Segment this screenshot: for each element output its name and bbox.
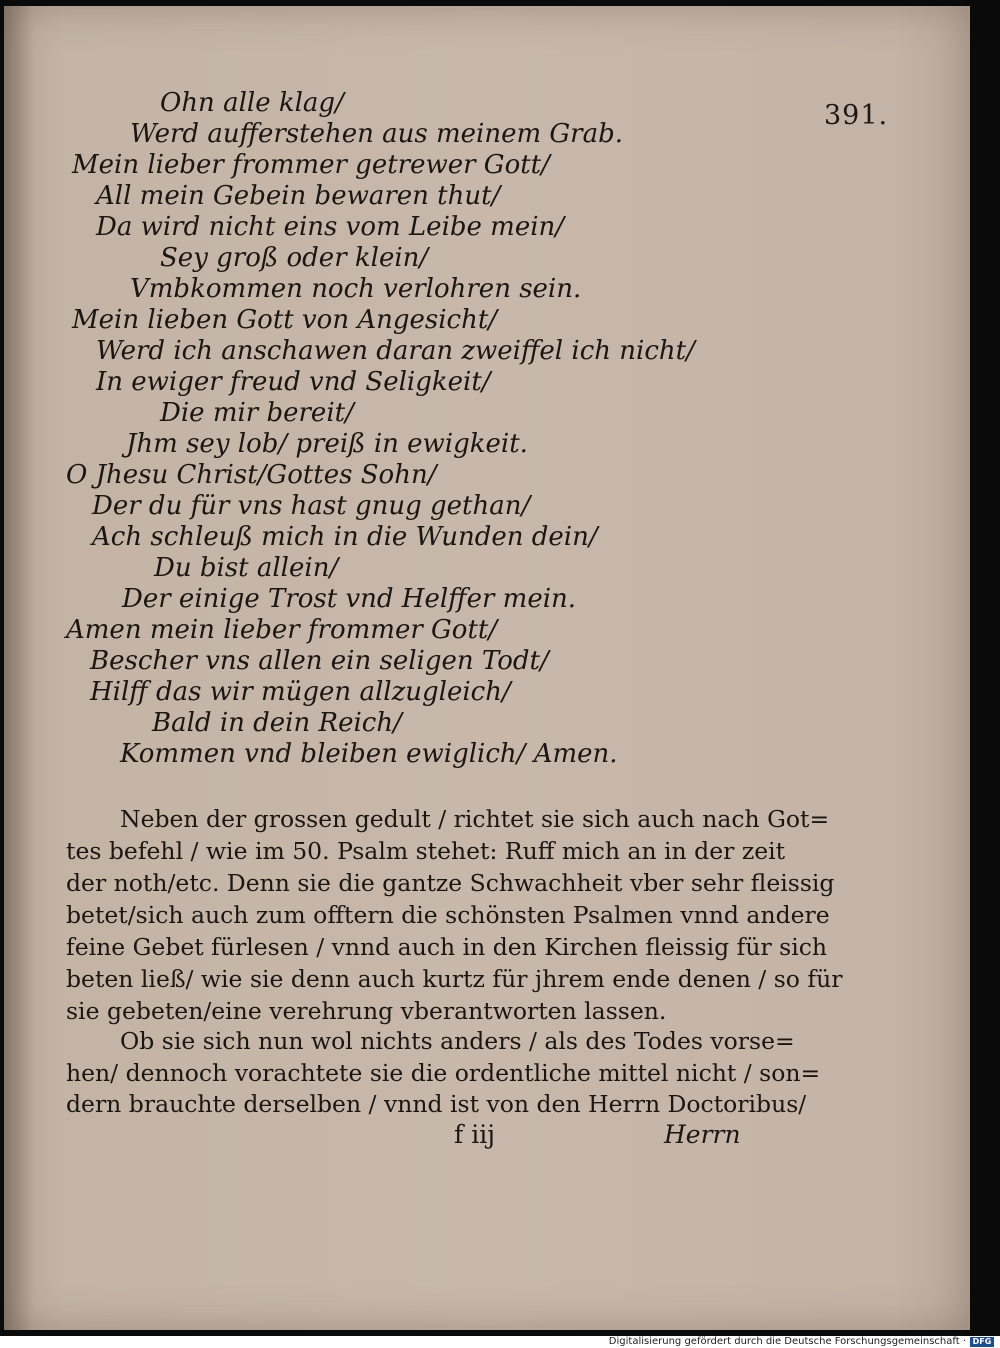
verse-line: Die mir bereit/ xyxy=(160,398,354,428)
verse-line: Werd ich anschawen daran zweiffel ich nicht/ xyxy=(96,336,695,366)
signature-mark: f iij xyxy=(454,1120,495,1149)
verse-line: Da wird nicht eins vom Leibe mein/ xyxy=(96,212,565,242)
verse-line: Kommen vnd bleiben ewiglich/ Amen. xyxy=(120,739,618,769)
verse-line: Amen mein lieber frommer Gott/ xyxy=(66,615,498,645)
verse-line: Ohn alle klag/ xyxy=(160,88,344,118)
verse-line: Ach schleuß mich in die Wunden dein/ xyxy=(92,522,598,552)
credit-text: Digitalisierung gefördert durch die Deutsche Forschungsgemeinschaft · xyxy=(608,1336,966,1347)
dfg-logo-icon: DFG xyxy=(970,1337,994,1347)
prose-line: Neben der grossen gedult / richtet sie sich auch nach Got= xyxy=(120,805,830,833)
verse-line: Mein lieben Gott von Angesicht/ xyxy=(72,305,498,335)
prose-line: hen/ dennoch vorachtete sie die ordentliche mittel nicht / son= xyxy=(66,1059,821,1087)
verse-line: Der du für vns hast gnug gethan/ xyxy=(92,491,531,521)
gutter-shadow xyxy=(4,6,34,1330)
prose-line: Ob sie sich nun wol nichts anders / als des Todes vorse= xyxy=(120,1027,795,1055)
prose-line: feine Gebet fürlesen / vnnd auch in den Kirchen fleissig für sich xyxy=(66,933,828,961)
verse-line: Sey groß oder klein/ xyxy=(160,243,429,273)
verse-line: Du bist allein/ xyxy=(154,553,339,583)
prose-line: der noth/etc. Denn sie die gantze Schwachheit vber sehr fleissig xyxy=(66,869,835,897)
verse-line: Jhm sey lob/ preiß in ewigkeit. xyxy=(126,429,528,459)
verse-line: Werd aufferstehen aus meinem Grab. xyxy=(130,119,623,149)
prose-line: beten ließ/ wie sie denn auch kurtz für jhrem ende denen / so für xyxy=(66,965,843,993)
prose-line: sie gebeten/eine verehrung vberantworten lassen. xyxy=(66,997,667,1025)
verse-line: Der einige Trost vnd Helffer mein. xyxy=(122,584,577,614)
verse-line: Hilff das wir mügen allzugleich/ xyxy=(90,677,511,707)
verse-line: O Jhesu Christ/Gottes Sohn/ xyxy=(66,460,437,490)
page-number: 391. xyxy=(824,100,889,131)
verse-line: Bescher vns allen ein seligen Todt/ xyxy=(90,646,549,676)
verse-line: In ewiger freud vnd Seligkeit/ xyxy=(96,367,491,397)
verse-line: All mein Gebein bewaren thut/ xyxy=(96,181,501,211)
catchword: Herrn xyxy=(664,1120,741,1149)
prose-line: tes befehl / wie im 50. Psalm stehet: Ruff mich an in der zeit xyxy=(66,837,786,865)
prose-line: betet/sich auch zum offtern die schönsten Psalmen vnnd andere xyxy=(66,901,830,929)
verse-line: Bald in dein Reich/ xyxy=(152,708,402,738)
verse-line: Vmbkommen noch verlohren sein. xyxy=(130,274,582,304)
prose-line: dern brauchte derselben / vnnd ist von den Herrn Doctoribus/ xyxy=(66,1090,807,1118)
verse-line: Mein lieber frommer getrewer Gott/ xyxy=(72,150,550,180)
